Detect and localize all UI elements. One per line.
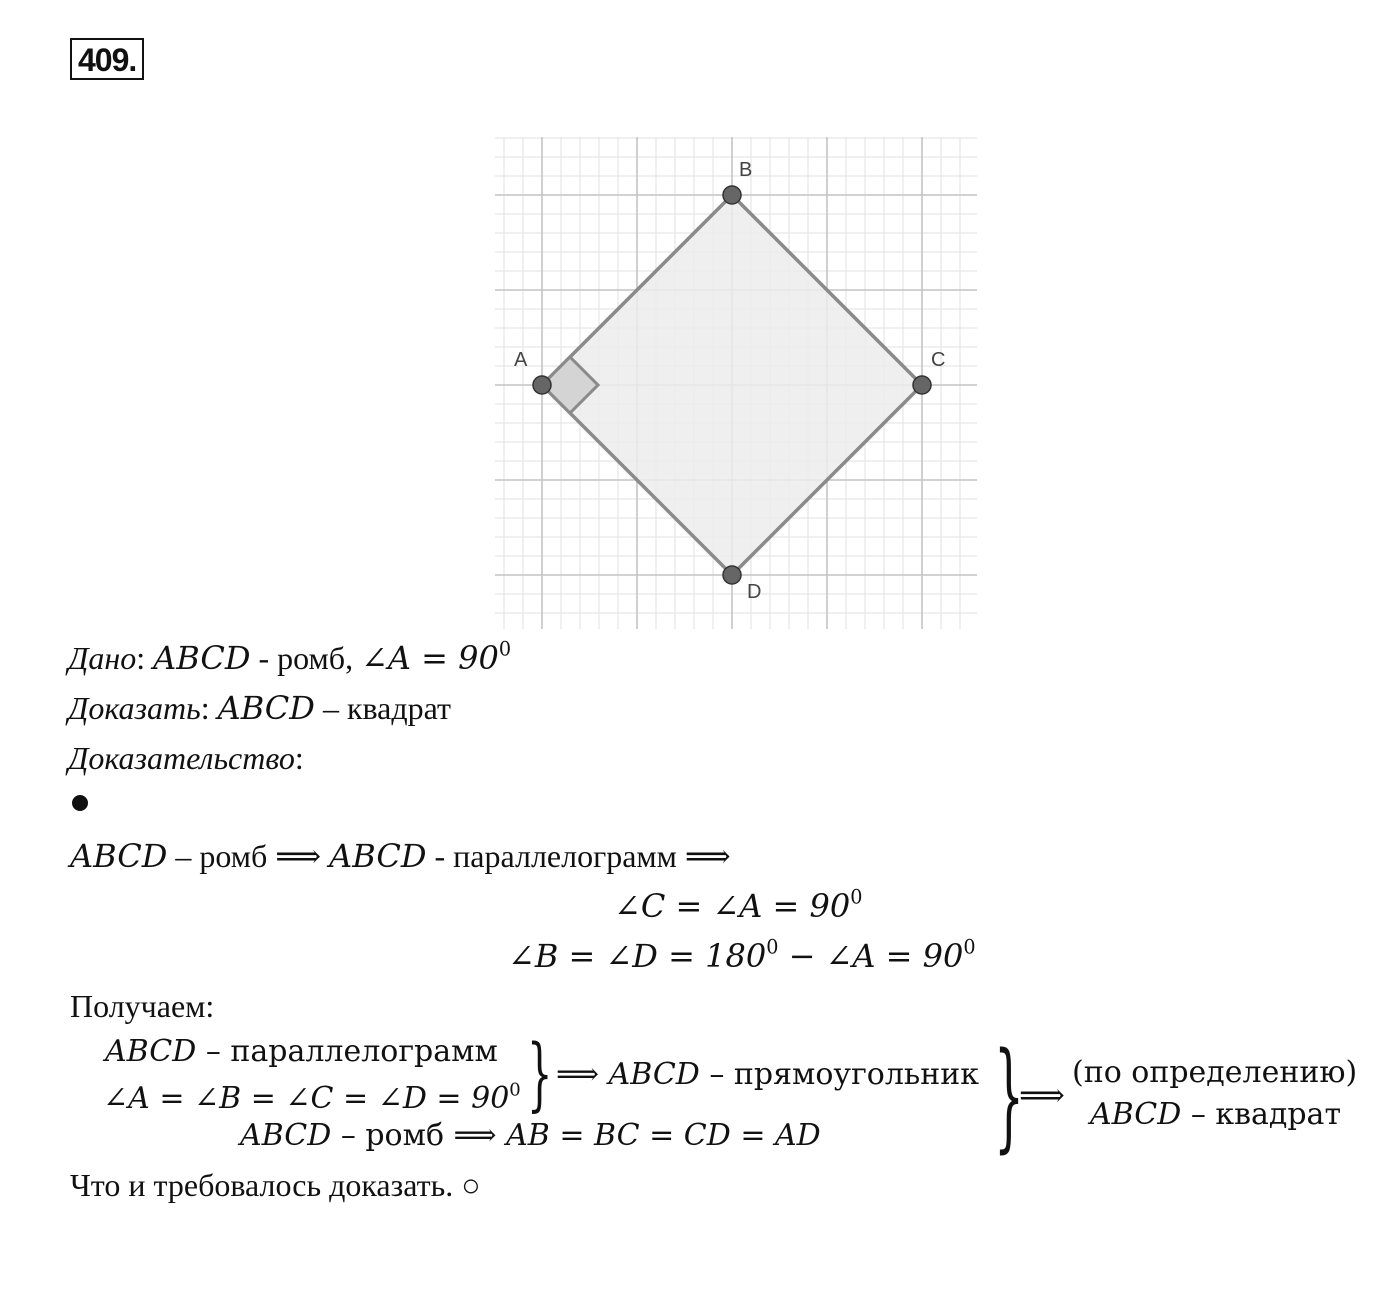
- step1-fig1: ABCD: [70, 837, 168, 875]
- step1-t1: – ромб ⟹: [167, 838, 330, 874]
- final-note: (по определению): [1072, 1055, 1358, 1090]
- step1-fig2: ABCD: [329, 837, 427, 875]
- prove-label: Доказать: [68, 690, 201, 726]
- proof-label: Доказательство: [68, 740, 295, 776]
- middle-fig: ABCD: [608, 1057, 700, 1092]
- label-d: D: [747, 581, 762, 603]
- problem-number: 409.: [70, 38, 144, 80]
- given-label: Дано: [68, 640, 137, 676]
- bullet-icon: [72, 795, 88, 811]
- eq2-text1: ∠B = ∠D = 180: [508, 937, 767, 975]
- middle-arrow: ⟹: [556, 1057, 609, 1092]
- point-b: [723, 186, 741, 204]
- system-middle: [556, 1056, 979, 1094]
- eq1-text: ∠C = ∠A = 90: [614, 887, 851, 925]
- step1-line: [70, 836, 731, 876]
- obtain-label: Получаем:: [70, 988, 215, 1024]
- system-row3-eq: AB = BC = CD = AD: [506, 1118, 821, 1153]
- label-c: C: [931, 349, 946, 371]
- prove-figure: ABCD: [217, 689, 315, 727]
- system-row1-text: – параллелограмм: [196, 1034, 498, 1069]
- final-arrow: ⟹: [1019, 1076, 1065, 1114]
- prove-line: [68, 688, 451, 728]
- given-exp: 0: [498, 637, 512, 661]
- final-text: – квадрат: [1181, 1097, 1342, 1132]
- prove-text: – квадрат: [314, 690, 452, 726]
- step1-t2: - параллелограмм ⟹: [426, 838, 731, 874]
- middle-text: – прямоугольник: [699, 1057, 979, 1092]
- point-a: [533, 376, 551, 394]
- proof-colon: :: [294, 740, 304, 776]
- given-figure: ABCD: [153, 639, 251, 677]
- system-row3-fig: ABCD: [240, 1118, 332, 1153]
- point-d: [723, 566, 741, 584]
- label-a: A: [514, 349, 528, 371]
- system-row-2: [103, 1080, 521, 1118]
- eq2-exp2: 0: [963, 935, 976, 959]
- right-brace-1: }: [527, 1027, 553, 1120]
- prove-colon: :: [200, 690, 210, 726]
- final-result: [1090, 1096, 1341, 1134]
- proof-line: [68, 738, 304, 778]
- eq2-exp1: 0: [766, 935, 779, 959]
- eq1-exp: 0: [850, 885, 863, 909]
- given-colon: :: [136, 640, 146, 676]
- system-row-3: [240, 1117, 821, 1155]
- right-brace-2: }: [994, 1026, 1025, 1164]
- label-b: B: [739, 159, 753, 181]
- given-line: [68, 638, 511, 678]
- rhombus-figure: [495, 137, 977, 629]
- given-angle: ∠A = 90: [361, 639, 499, 677]
- equation-2: [508, 936, 976, 976]
- final-fig: ABCD: [1090, 1097, 1182, 1132]
- equation-1: [614, 886, 862, 926]
- point-c: [913, 376, 931, 394]
- given-text: - ромб,: [250, 640, 362, 676]
- system-row3-text: – ромб ⟹: [331, 1118, 507, 1153]
- system-row1-fig: ABCD: [105, 1034, 197, 1069]
- system-row2-exp: 0: [509, 1079, 521, 1101]
- eq2-text2: − ∠A = 90: [778, 937, 964, 975]
- conclusion: Что и требовалось доказать. ○: [70, 1167, 481, 1203]
- system-row-1: [105, 1033, 498, 1071]
- system-row2-text: ∠A = ∠B = ∠C = ∠D = 90: [103, 1081, 510, 1116]
